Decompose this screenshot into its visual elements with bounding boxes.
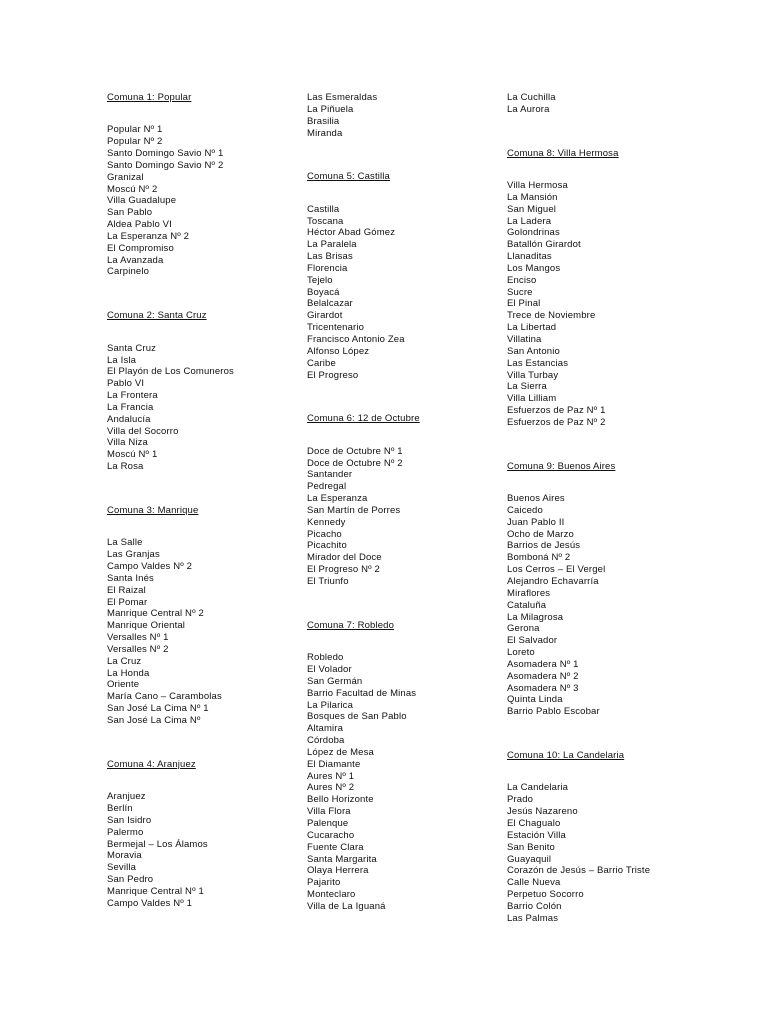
neighborhood-item: Santo Domingo Savio Nº 1 xyxy=(107,148,224,160)
neighborhood-list xyxy=(107,537,317,727)
neighborhood-item: La Avanzada xyxy=(107,254,164,266)
neighborhood-list xyxy=(507,493,717,718)
neighborhood-item: Manrique Central Nº 1 xyxy=(107,885,204,897)
continued-list xyxy=(507,92,717,116)
section-heading: Comuna 2: Santa Cruz xyxy=(107,310,207,322)
neighborhood-item: Esfuerzos de Paz Nº 1 xyxy=(507,405,606,417)
neighborhood-item: Estación Villa xyxy=(507,829,566,841)
neighborhood-item: Fuente Clara xyxy=(307,841,364,853)
section-comuna-5-castilla xyxy=(307,171,517,381)
neighborhood-item: Sevilla xyxy=(107,862,137,874)
neighborhood-item: Santa Inés xyxy=(107,572,154,584)
neighborhood-item: La Aurora xyxy=(507,103,550,115)
section-heading: Comuna 10: La Candelaria xyxy=(507,750,625,762)
neighborhood-item: Caribe xyxy=(307,357,336,369)
neighborhood-item: Moscú Nº 1 xyxy=(107,449,158,461)
neighborhood-item: Altamira xyxy=(307,723,344,735)
neighborhood-item: Florencia xyxy=(307,262,348,274)
neighborhood-item: Corazón de Jesús – Barrio Triste xyxy=(507,865,651,877)
neighborhood-item: San Pedro xyxy=(107,874,154,886)
neighborhood-item: Llanaditas xyxy=(507,251,552,263)
neighborhood-item: Batallón Girardot xyxy=(507,239,581,251)
neighborhood-item: La Milagrosa xyxy=(507,611,564,623)
neighborhood-item: Gerona xyxy=(507,623,540,635)
neighborhood-item: Toscana xyxy=(307,215,344,227)
neighborhood-item: Barrio Pablo Escobar xyxy=(507,706,600,718)
neighborhood-item: Villa Turbay xyxy=(507,369,559,381)
section-heading: Comuna 7: Robledo xyxy=(307,619,395,631)
neighborhood-list xyxy=(507,180,717,429)
neighborhood-item: Santander xyxy=(307,469,353,481)
neighborhood-item: La Piñuela xyxy=(307,103,354,115)
neighborhood-item: Aranjuez xyxy=(107,791,146,803)
neighborhood-item: Alfonso López xyxy=(307,345,370,357)
neighborhood-item: Villa Niza xyxy=(107,437,148,449)
neighborhood-item: Aures Nº 1 xyxy=(307,770,355,782)
neighborhood-list xyxy=(307,652,517,913)
neighborhood-item: La Candelaria xyxy=(507,782,569,794)
section-heading: Comuna 6: 12 de Octubre xyxy=(307,413,420,425)
neighborhood-item: Cucaracho xyxy=(307,829,355,841)
neighborhood-item: Pablo VI xyxy=(107,378,145,390)
neighborhood-item: Las Granjas xyxy=(107,549,160,561)
neighborhood-item: Golondrinas xyxy=(507,227,560,239)
neighborhood-item: Tricentenario xyxy=(307,322,365,334)
neighborhood-item: Castilla xyxy=(307,203,340,215)
neighborhood-item: El Volador xyxy=(307,664,352,676)
neighborhood-item: Asomadera Nº 1 xyxy=(507,658,579,670)
neighborhood-item: Bomboná Nº 2 xyxy=(507,552,571,564)
neighborhood-item: Belalcazar xyxy=(307,298,353,310)
section-comuna-10-la-candelaria xyxy=(507,750,717,924)
neighborhood-item: Juan Pablo II xyxy=(507,516,565,528)
neighborhood-item: El Pinal xyxy=(507,298,541,310)
section-heading: Comuna 3: Manrique xyxy=(107,504,199,516)
neighborhood-item: Asomadera Nº 3 xyxy=(507,682,579,694)
neighborhood-item: San Benito xyxy=(507,841,555,853)
column-2 xyxy=(307,92,517,913)
neighborhood-item: La Esperanza xyxy=(307,493,368,505)
neighborhood-item: La Frontera xyxy=(107,390,158,402)
neighborhood-item: Prado xyxy=(507,794,534,806)
neighborhood-item: La Cuchilla xyxy=(507,92,556,103)
neighborhood-item: San Germán xyxy=(307,675,363,687)
neighborhood-item: El Pomar xyxy=(107,596,148,608)
column-3 xyxy=(507,92,717,925)
neighborhood-item: La Isla xyxy=(107,354,137,366)
neighborhood-item: Héctor Abad Gómez xyxy=(307,227,396,239)
section-heading: Comuna 4: Aranjuez xyxy=(107,758,196,770)
section-comuna-2-santa-cruz xyxy=(107,310,317,473)
neighborhood-item: Villa Hermosa xyxy=(507,180,568,192)
neighborhood-item: Francisco Antonio Zea xyxy=(307,334,405,345)
neighborhood-item: Manrique Central Nº 2 xyxy=(107,608,204,620)
neighborhood-item: Versalles Nº 1 xyxy=(107,632,169,644)
section-comuna-7-robledo xyxy=(307,620,517,913)
neighborhood-item: San José La Cima Nº xyxy=(107,714,201,726)
neighborhood-item: San Antonio xyxy=(507,345,560,357)
neighborhood-item: El Salvador xyxy=(507,635,558,647)
neighborhood-item: Palermo xyxy=(107,826,144,838)
section-comuna-4-aranjuez xyxy=(107,759,317,910)
neighborhood-item: Cataluña xyxy=(507,599,547,611)
neighborhood-item: Campo Valdes Nº 1 xyxy=(107,897,193,909)
neighborhood-item: Moscú Nº 2 xyxy=(107,183,158,195)
neighborhood-item: Oriente xyxy=(107,679,140,691)
section-comuna-9-buenos-aires xyxy=(507,461,717,718)
neighborhood-item: Barrios de Jesús xyxy=(507,540,581,552)
neighborhood-item: Pedregal xyxy=(307,481,347,493)
neighborhood-item: El Progreso Nº 2 xyxy=(307,564,380,576)
neighborhood-item: Tejelo xyxy=(307,274,333,286)
neighborhood-item: El Triunfo xyxy=(307,576,349,587)
column-1 xyxy=(107,92,317,910)
section-comuna-1-popular xyxy=(107,92,317,278)
neighborhood-item: Picacho xyxy=(307,528,342,540)
neighborhood-item: Doce de Octubre Nº 2 xyxy=(307,457,403,469)
neighborhood-item: Picachito xyxy=(307,540,347,552)
neighborhood-list xyxy=(107,791,317,909)
neighborhood-item: Sucre xyxy=(507,286,533,298)
neighborhood-item: Trece de Noviembre xyxy=(507,310,596,322)
neighborhood-list xyxy=(107,124,317,278)
neighborhood-item: Moravia xyxy=(107,850,142,862)
section-heading: Comuna 5: Castilla xyxy=(307,171,390,183)
section-comuna-6-12-de-octubre xyxy=(307,413,517,587)
neighborhood-item: Villa Flora xyxy=(307,806,351,818)
neighborhood-item: San Miguel xyxy=(507,203,557,215)
neighborhood-item: Mirador del Doce xyxy=(307,552,382,564)
neighborhood-item: Granizal xyxy=(107,171,144,183)
neighborhood-item: El Compromiso xyxy=(107,242,174,254)
neighborhood-item: Robledo xyxy=(307,652,344,664)
neighborhood-item: La Esperanza Nº 2 xyxy=(107,230,190,242)
neighborhood-item: Kennedy xyxy=(307,516,346,528)
neighborhood-item: Manrique Oriental xyxy=(107,620,186,632)
neighborhood-item: Pajarito xyxy=(307,877,341,889)
neighborhood-item: Popular Nº 2 xyxy=(107,136,163,148)
section-heading: Comuna 8: Villa Hermosa xyxy=(507,147,619,159)
neighborhood-item: Córdoba xyxy=(307,735,345,747)
neighborhood-item: López de Mesa xyxy=(307,746,374,758)
neighborhood-item: Alejandro Echavarría xyxy=(507,576,599,587)
neighborhood-item: Santa Margarita xyxy=(307,853,377,865)
neighborhood-item: Barrio Colón xyxy=(507,900,562,912)
neighborhood-item: Miraflores xyxy=(507,587,551,599)
neighborhood-item: San Martín de Porres xyxy=(307,504,401,516)
section-comuna-3-manrique xyxy=(107,505,317,727)
neighborhood-item: Villa del Socorro xyxy=(107,425,179,437)
neighborhood-item: Los Mangos xyxy=(507,262,561,274)
neighborhood-item: Villa Lilliam xyxy=(507,393,557,405)
neighborhood-item: El Progreso xyxy=(307,369,359,381)
neighborhood-item: Caicedo xyxy=(507,504,543,516)
neighborhood-item: Enciso xyxy=(507,274,537,286)
neighborhood-item: Esfuerzos de Paz Nº 2 xyxy=(507,416,606,428)
neighborhood-item: Aures Nº 2 xyxy=(307,782,355,794)
neighborhood-list xyxy=(507,782,717,924)
neighborhood-item: Girardot xyxy=(307,310,343,322)
neighborhood-item: La Ladera xyxy=(507,215,552,227)
neighborhood-item: Aldea Pablo VI xyxy=(107,219,172,231)
neighborhood-item: Villatina xyxy=(507,334,542,345)
continued-list xyxy=(307,92,517,139)
neighborhood-item: Campo Valdes Nº 2 xyxy=(107,560,193,572)
neighborhood-item: El Raizal xyxy=(107,584,146,596)
neighborhood-item: La Salle xyxy=(107,537,143,549)
neighborhood-item: La Cruz xyxy=(107,655,142,667)
neighborhood-item: La Libertad xyxy=(507,322,557,334)
neighborhood-item: Barrio Facultad de Minas xyxy=(307,687,417,699)
neighborhood-item: La Honda xyxy=(107,667,150,679)
section-heading: Comuna 1: Popular xyxy=(107,92,192,103)
neighborhood-item: Villa de La Iguaná xyxy=(307,900,386,912)
neighborhood-item: San Pablo xyxy=(107,207,153,219)
neighborhood-item: Versalles Nº 2 xyxy=(107,643,169,655)
neighborhood-item: La Pilarica xyxy=(307,699,354,711)
neighborhood-item: La Rosa xyxy=(107,461,144,473)
neighborhood-item: Loreto xyxy=(507,647,535,659)
neighborhood-item: La Francia xyxy=(107,401,154,413)
neighborhood-item: El Diamante xyxy=(307,758,361,770)
neighborhood-item: Buenos Aires xyxy=(507,493,565,505)
section-comuna-8-villa-hermosa xyxy=(507,148,717,429)
neighborhood-item: Bello Horizonte xyxy=(307,794,374,806)
neighborhood-item: Carpinelo xyxy=(107,266,150,278)
neighborhood-item: Las Estancias xyxy=(507,357,569,369)
neighborhood-item: Olaya Herrera xyxy=(307,865,369,877)
neighborhood-item: El Chagualo xyxy=(507,818,561,829)
section-heading: Comuna 9: Buenos Aires xyxy=(507,460,616,472)
neighborhood-item: Monteclaro xyxy=(307,889,356,901)
neighborhood-item: Doce de Octubre Nº 1 xyxy=(307,445,403,457)
neighborhood-item: San Isidro xyxy=(107,814,152,826)
neighborhood-item: Jesús Nazareno xyxy=(507,806,578,818)
neighborhood-item: La Mansión xyxy=(507,191,558,203)
neighborhood-item: Las Esmeraldas xyxy=(307,92,378,103)
neighborhood-item: Bosques de San Pablo xyxy=(307,711,407,723)
neighborhood-item: Las Brisas xyxy=(307,251,353,263)
neighborhood-item: Brasilia xyxy=(307,115,340,127)
neighborhood-item: Ocho de Marzo xyxy=(507,528,574,540)
neighborhood-item: El Playón de Los Comuneros xyxy=(107,366,234,378)
neighborhood-item: Villa Guadalupe xyxy=(107,195,177,207)
neighborhood-item: Santo Domingo Savio Nº 2 xyxy=(107,159,224,171)
neighborhood-item: Palenque xyxy=(307,818,349,829)
neighborhood-item: Los Cerros – El Vergel xyxy=(507,564,606,576)
neighborhood-item: María Cano – Carambolas xyxy=(107,691,222,703)
neighborhood-item: Calle Nueva xyxy=(507,877,561,889)
neighborhood-item: Las Palmas xyxy=(507,912,559,924)
neighborhood-list xyxy=(307,446,517,588)
neighborhood-item: Popular Nº 1 xyxy=(107,124,163,136)
neighborhood-item: Santa Cruz xyxy=(107,342,157,354)
neighborhood-item: Miranda xyxy=(307,127,343,139)
neighborhood-item: Andalucía xyxy=(107,413,151,425)
neighborhood-item: Bermejal – Los Álamos xyxy=(107,838,208,850)
neighborhood-list xyxy=(307,204,517,382)
neighborhood-item: Guayaquil xyxy=(507,853,552,865)
neighborhood-item: Perpetuo Socorro xyxy=(507,889,584,901)
neighborhood-item: San José La Cima Nº 1 xyxy=(107,703,209,715)
neighborhood-item: Berlín xyxy=(107,802,133,814)
neighborhood-item: La Sierra xyxy=(507,381,547,393)
neighborhood-item: Boyacá xyxy=(307,286,340,298)
neighborhood-item: Quinta Linda xyxy=(507,694,563,706)
neighborhood-item: Asomadera Nº 2 xyxy=(507,670,579,682)
neighborhood-list xyxy=(107,343,317,473)
neighborhood-item: La Paralela xyxy=(307,239,357,251)
